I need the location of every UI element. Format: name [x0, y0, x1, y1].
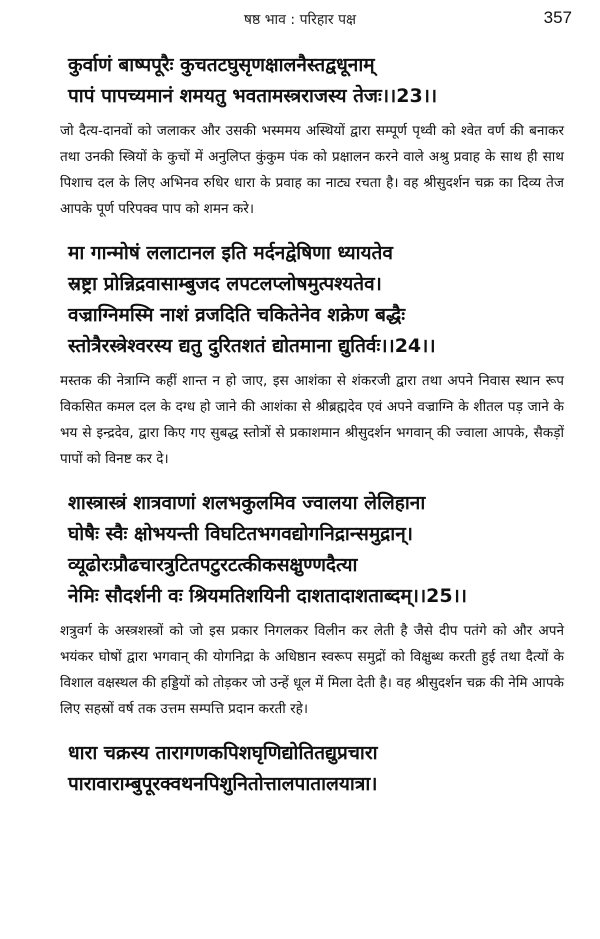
- verse-line: व्यूढोरःप्रौढचारत्रुटितपटुरटत्कीकसक्षुण्णदैत्या: [68, 554, 358, 576]
- verse-line: पापं पापच्यमानं शमयतु भवतामस्त्रराजस्य तेजः।।23।।: [68, 85, 438, 107]
- verse-25: [68, 488, 570, 612]
- verse-line: स्तोत्रैरस्त्रेश्वरस्य द्यतु दुरितशतं द्योतमाना द्युतिर्वः।।24।।: [68, 335, 436, 357]
- verse-line: घोषैः स्वैः क्षोभयन्ती विघटितभगवद्योगनिद्रान्समुद्रान्।: [68, 523, 413, 545]
- verse-line: नेमिः सौदर्शनी वः श्रियमतिशयिनी दाशतादाशताब्दम्।।25।।: [68, 585, 467, 607]
- commentary-23: जो दैत्य-दानवों को जलाकर और उसकी भस्ममय अस्थियों द्वारा सम्पूर्ण पृथ्वी को श्वेत वर्ण की बनाकर तथा उनकी स्त्रियों के कुचों में अनुलिप्त कुंकुम पंक को प्रक्षालन करने वाले अश्रु प्रवाह के साथ ही साथ पिशाच दल के लिए अभिनव रुधिर धारा के प्रवाह का नाट्य रचता है। वह श्रीसुदर्शन चक्र का दिव्य तेज आपके पूर्ण परिपक्व पाप को शमन करे।: [60, 123, 564, 217]
- page-header: [0, 0, 600, 44]
- verse-24: [68, 238, 570, 362]
- verse-26: [68, 738, 570, 800]
- verse-23: [68, 50, 570, 112]
- verse-line: धारा चक्रस्य तारागणकपिशघृणिद्योतितद्युप्रचारा: [68, 742, 378, 764]
- verse-line: वज्राग्निमस्मि नाशं व्रजदिति चकितेनेव शक्रेण बद्धैः: [68, 304, 406, 326]
- running-header-title: षष्ठ भाव : परिहार पक्ष: [243, 12, 357, 28]
- verse-line: शास्त्रास्त्रं शात्रवाणां शलभकुलमिव ज्वालया लेलिहाना: [68, 492, 426, 514]
- verse-line: स्रष्ट्रा प्रोन्निद्रवासाम्बुजद लपटलप्लोषमुत्पश्यतेव।: [68, 273, 382, 295]
- verse-line: कुर्वाणं बाष्पपूरैः कुचतटघुसृणक्षालनैस्तद्वधूनाम्: [68, 54, 375, 76]
- commentary-24: मस्तक की नेत्राग्नि कहीं शान्त न हो जाए, इस आशंका से शंकरजी द्वारा तथा अपने निवास स्थान रूप विकसित कमल दल के दग्ध हो जाने की आशंका से श्रीब्रह्मदेव एवं अपने वज्राग्नि के शीतल पड़ जाने के भय से इन्द्रदेव, द्वारा किए गए सुबद्ध स्तोत्रों से प्रकाशमान श्रीसुदर्शन भगवान् की ज्वाला आपके, सैकड़ों पापों को विनष्ट कर दे।: [60, 373, 564, 467]
- page-number: 357: [543, 8, 572, 27]
- verse-line: पारावाराम्बुपूरक्वथनपिशुनितोत्तालपातालयात्रा।: [68, 773, 378, 795]
- verse-line: मा गान्मोषं ललाटानल इति मर्दनद्वेषिणा ध्यायतेव: [68, 242, 393, 264]
- commentary-25: शत्रुवर्ग के अस्त्रशस्त्रों को जो इस प्रकार निगलकर विलीन कर लेती है जैसे दीप पतंगे को और अपने भयंकर घोषों द्वारा भगवान् की योगनिद्रा के अधिष्ठान स्वरूप समुद्रों को विक्षुब्ध करती हुई तथा दैत्यों के विशाल वक्षस्थल की हड्डियों को तोड़कर जो उन्हें धूल में मिला देती है। वह श्रीसुदर्शन चक्र की नेमि आपके लिए सहस्रों वर्ष तक उत्तम सम्पत्ति प्रदान करती रहे।: [60, 623, 564, 717]
- page-body: [0, 50, 600, 800]
